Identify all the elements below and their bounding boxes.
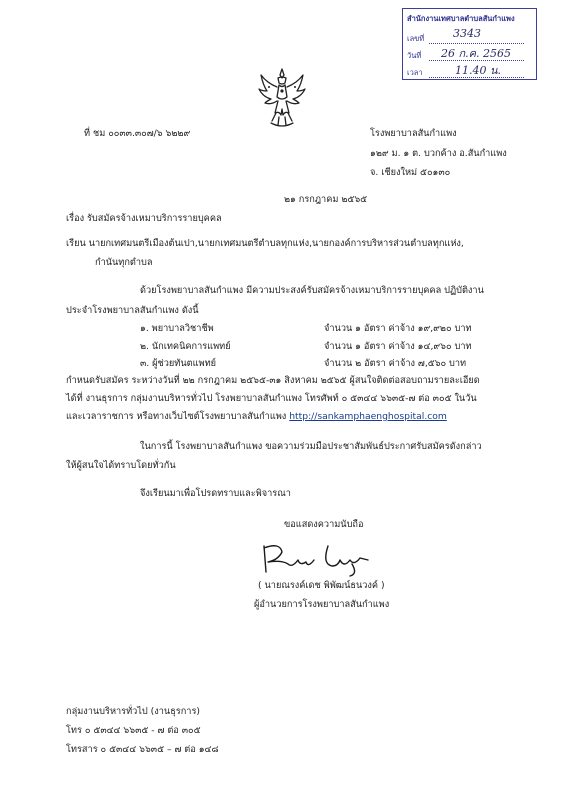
stamp-org: สำนักงานเทศบาลตำบลสันกำแพง bbox=[407, 14, 515, 23]
letter-recipient-line1: เรียน นายกเทศมนตรีเมืองต้นเปา,นายกเทศมนตรีตำบลทุกแห่ง,นายกองค์การบริหารส่วนตำบลทุกแห่ง, bbox=[66, 238, 464, 249]
stamp-time-value: 11.40 น. bbox=[455, 64, 502, 77]
signer-name: ( นายณรงค์เดช พิพัฒน์ธนวงค์ ) bbox=[258, 580, 385, 591]
paragraph-2-line1: กำหนดรับสมัคร ระหว่างวันที่ ๒๒ กรกฎาคม ๒๕๖๕-๓๑ สิงหาคม ๒๕๖๕ ผู้สนใจติดต่อสอบถามรายละเอียด bbox=[66, 375, 480, 386]
signer-title: ผู้อำนวยการโรงพยาบาลสันกำแพง bbox=[254, 599, 390, 610]
paragraph-3-line1: ในการนี้ โรงพยาบาลสันกำแพง ขอความร่วมมือประชาสัมพันธ์ประกาศรับสมัครดังกล่าว bbox=[140, 441, 482, 452]
stamp-no-value: 3343 bbox=[453, 27, 481, 40]
letter-date: ๒๑ กรกฎาคม ๒๕๖๕ bbox=[284, 194, 368, 205]
paragraph-1-line2: ประจำโรงพยาบาลสันกำแพง ดังนี้ bbox=[66, 305, 199, 316]
position-detail: จำนวน ๑ อัตรา ค่าจ้าง ๑๔,๙๖๐ บาท bbox=[324, 341, 472, 352]
footer-department: กลุ่มงานบริหารทั่วไป (งานธุรการ) bbox=[66, 706, 200, 717]
position-name: ๑. พยาบาลวิชาชีพ bbox=[140, 323, 214, 334]
stamp-date-label: วันที่ bbox=[407, 51, 422, 60]
position-name: ๒. นักเทคนิคการแพทย์ bbox=[140, 341, 231, 352]
sender-address-line2: จ. เชียงใหม่ ๕๐๑๓๐ bbox=[370, 167, 451, 178]
paragraph-3-line2: ให้ผู้สนใจได้ทราบโดยทั่วกัน bbox=[66, 460, 176, 471]
sender-name: โรงพยาบาลสันกำแพง bbox=[370, 128, 457, 139]
garuda-emblem-icon bbox=[257, 67, 307, 133]
stamp-no-label: เลขที่ bbox=[407, 34, 425, 43]
paragraph-1-line1: ด้วยโรงพยาบาลสันกำแพง มีความประสงค์รับสมัครจ้างเหมาบริการรายบุคคล ปฏิบัติงาน bbox=[140, 285, 484, 296]
handwritten-signature-icon bbox=[258, 538, 388, 578]
hospital-website-link[interactable]: http://sankamphaenghospital.com bbox=[289, 411, 447, 422]
paragraph-4: จึงเรียนมาเพื่อโปรดทราบและพิจารณา bbox=[140, 488, 291, 499]
received-stamp bbox=[402, 8, 537, 80]
letter-recipient-line2: กำนันทุกตำบล bbox=[95, 257, 153, 268]
letter-reference-number: ที่ ชม ๐๐๓๓.๓๐๗/๖ ๖๒๒๙ bbox=[84, 128, 191, 139]
paragraph-2-line3-text: และเวลาราชการ หรือทางเว็บไซต์โรงพยาบาลสันกำแพง bbox=[66, 411, 290, 422]
stamp-date-value: 26 ก.ค. 2565 bbox=[441, 47, 511, 60]
position-detail: จำนวน ๒ อัตรา ค่าจ้าง ๗,๕๖๐ บาท bbox=[324, 358, 467, 369]
paragraph-2-line3 bbox=[66, 411, 447, 423]
position-name: ๓. ผู้ช่วยทันตแพทย์ bbox=[140, 358, 217, 369]
sender-address-line1: ๑๒๙ ม. ๑ ต. บวกค้าง อ.สันกำแพง bbox=[370, 148, 507, 159]
footer-fax: โทรสาร ๐ ๕๓๔๔ ๖๖๓๕ – ๗ ต่อ ๑๔๘ bbox=[66, 744, 219, 755]
stamp-time-label: เวลา bbox=[407, 68, 423, 77]
footer-telephone: โทร ๐ ๕๓๔๔ ๖๖๓๕ - ๗ ต่อ ๓๐๕ bbox=[66, 725, 201, 736]
closing-phrase: ขอแสดงความนับถือ bbox=[284, 519, 364, 530]
letter-subject: เรื่อง รับสมัครจ้างเหมาบริการรายบุคคล bbox=[66, 213, 222, 224]
paragraph-2-line2: ได้ที่ งานธุรการ กลุ่มงานบริหารทั่วไป โรงพยาบาลสันกำแพง โทรศัพท์ ๐ ๕๓๔๔ ๖๖๓๕-๗ ต่อ ๓๐๕ ในวัน bbox=[66, 393, 477, 404]
position-detail: จำนวน ๑ อัตรา ค่าจ้าง ๑๙,๙๒๐ บาท bbox=[324, 323, 472, 334]
